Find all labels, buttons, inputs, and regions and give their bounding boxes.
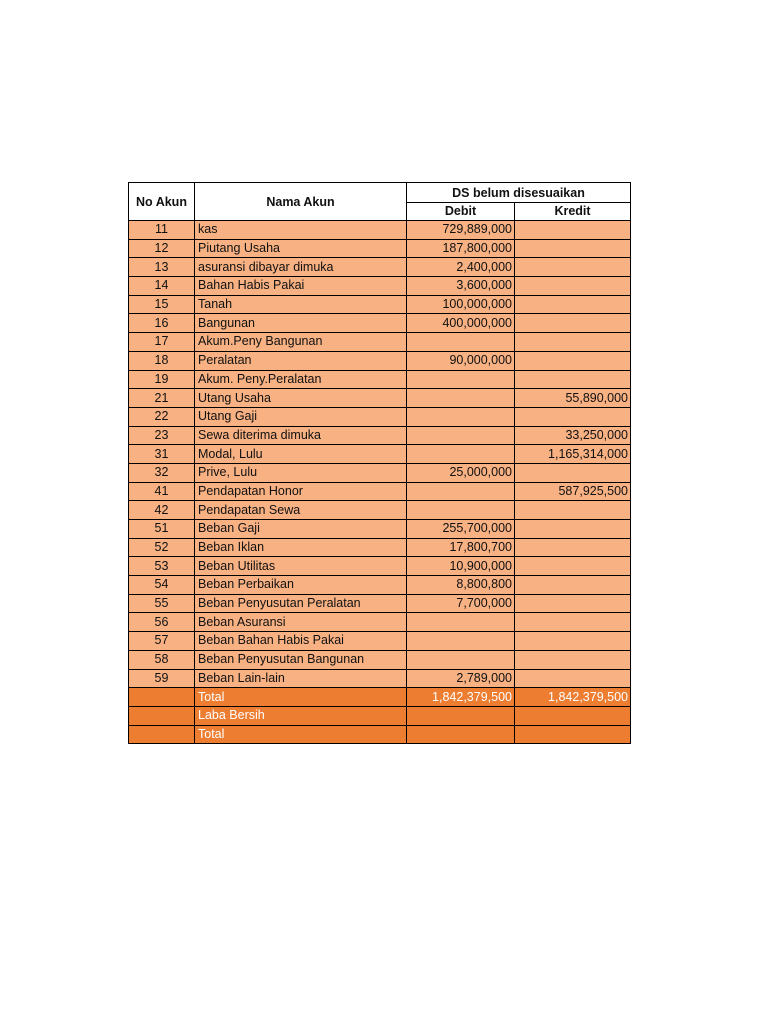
table-row bbox=[129, 501, 631, 520]
debit-cell[interactable]: 17,800,700 bbox=[407, 538, 515, 557]
debit-cell[interactable] bbox=[407, 501, 515, 520]
summary-row bbox=[129, 706, 631, 725]
account-number-cell[interactable]: 54 bbox=[129, 576, 195, 595]
table-row bbox=[129, 557, 631, 576]
column-header-debit[interactable]: Debit bbox=[407, 203, 515, 221]
debit-cell[interactable]: 255,700,000 bbox=[407, 520, 515, 539]
kredit-cell[interactable] bbox=[515, 221, 631, 240]
kredit-cell[interactable] bbox=[515, 650, 631, 669]
debit-cell[interactable] bbox=[407, 632, 515, 651]
trial-balance-table bbox=[128, 182, 631, 744]
table-row bbox=[129, 277, 631, 296]
account-name-cell[interactable]: Utang Usaha bbox=[195, 389, 407, 408]
account-number-cell[interactable] bbox=[129, 688, 195, 707]
account-number-cell[interactable]: 14 bbox=[129, 277, 195, 296]
account-number-cell[interactable]: 41 bbox=[129, 482, 195, 501]
kredit-cell[interactable] bbox=[515, 613, 631, 632]
table-row bbox=[129, 576, 631, 595]
account-name-cell[interactable]: Prive, Lulu bbox=[195, 463, 407, 482]
table-row bbox=[129, 295, 631, 314]
column-header-kredit[interactable]: Kredit bbox=[515, 203, 631, 221]
account-name-cell[interactable]: Pendapatan Sewa bbox=[195, 501, 407, 520]
kredit-cell[interactable] bbox=[515, 370, 631, 389]
kredit-cell[interactable] bbox=[515, 557, 631, 576]
account-number-cell[interactable]: 52 bbox=[129, 538, 195, 557]
kredit-cell[interactable] bbox=[515, 314, 631, 333]
debit-cell[interactable] bbox=[407, 613, 515, 632]
account-name-cell[interactable]: Beban Gaji bbox=[195, 520, 407, 539]
account-name-cell[interactable]: Akum. Peny.Peralatan bbox=[195, 370, 407, 389]
account-name-cell[interactable]: Piutang Usaha bbox=[195, 239, 407, 258]
debit-cell[interactable]: 187,800,000 bbox=[407, 239, 515, 258]
debit-cell[interactable]: 25,000,000 bbox=[407, 463, 515, 482]
account-number-cell[interactable]: 11 bbox=[129, 221, 195, 240]
table-row bbox=[129, 407, 631, 426]
account-number-cell[interactable]: 21 bbox=[129, 389, 195, 408]
kredit-cell[interactable] bbox=[515, 277, 631, 296]
account-name-cell[interactable]: Beban Asuransi bbox=[195, 613, 407, 632]
debit-cell[interactable] bbox=[407, 650, 515, 669]
account-name-cell[interactable]: Beban Perbaikan bbox=[195, 576, 407, 595]
account-name-cell[interactable]: Beban Lain-lain bbox=[195, 669, 407, 688]
table-row bbox=[129, 594, 631, 613]
kredit-cell[interactable] bbox=[515, 501, 631, 520]
debit-cell[interactable] bbox=[407, 445, 515, 464]
table-row bbox=[129, 333, 631, 352]
table-row bbox=[129, 538, 631, 557]
table-row bbox=[129, 613, 631, 632]
debit-cell[interactable]: 1,842,379,500 bbox=[407, 688, 515, 707]
debit-cell[interactable]: 7,700,000 bbox=[407, 594, 515, 613]
kredit-cell[interactable] bbox=[515, 407, 631, 426]
kredit-cell[interactable] bbox=[515, 239, 631, 258]
debit-cell[interactable] bbox=[407, 426, 515, 445]
kredit-cell[interactable]: 33,250,000 bbox=[515, 426, 631, 445]
kredit-cell[interactable] bbox=[515, 295, 631, 314]
table-header bbox=[129, 183, 631, 221]
account-number-cell[interactable]: 22 bbox=[129, 407, 195, 426]
account-number-cell[interactable]: 18 bbox=[129, 351, 195, 370]
kredit-cell[interactable] bbox=[515, 669, 631, 688]
kredit-cell[interactable] bbox=[515, 333, 631, 352]
debit-cell[interactable] bbox=[407, 333, 515, 352]
account-number-cell[interactable] bbox=[129, 725, 195, 744]
table-row bbox=[129, 258, 631, 277]
kredit-cell[interactable] bbox=[515, 706, 631, 725]
account-name-cell[interactable]: Utang Gaji bbox=[195, 407, 407, 426]
table-row bbox=[129, 632, 631, 651]
account-number-cell[interactable]: 32 bbox=[129, 463, 195, 482]
account-number-cell[interactable]: 53 bbox=[129, 557, 195, 576]
trial-balance-sheet bbox=[128, 182, 631, 744]
summary-row bbox=[129, 725, 631, 744]
account-name-cell[interactable]: Sewa diterima dimuka bbox=[195, 426, 407, 445]
account-number-cell[interactable] bbox=[129, 706, 195, 725]
kredit-cell[interactable] bbox=[515, 520, 631, 539]
kredit-cell[interactable] bbox=[515, 538, 631, 557]
table-row bbox=[129, 221, 631, 240]
table-row bbox=[129, 520, 631, 539]
account-name-cell[interactable]: Modal, Lulu bbox=[195, 445, 407, 464]
table-row bbox=[129, 426, 631, 445]
account-name-cell[interactable]: asuransi dibayar dimuka bbox=[195, 258, 407, 277]
table-row bbox=[129, 314, 631, 333]
account-number-cell[interactable]: 15 bbox=[129, 295, 195, 314]
account-name-cell[interactable]: Akum.Peny Bangunan bbox=[195, 333, 407, 352]
debit-cell[interactable]: 2,789,000 bbox=[407, 669, 515, 688]
table-row bbox=[129, 351, 631, 370]
account-name-cell[interactable]: Bahan Habis Pakai bbox=[195, 277, 407, 296]
table-row bbox=[129, 669, 631, 688]
debit-cell[interactable] bbox=[407, 482, 515, 501]
summary-row bbox=[129, 688, 631, 707]
debit-cell[interactable] bbox=[407, 706, 515, 725]
debit-cell[interactable] bbox=[407, 389, 515, 408]
debit-cell[interactable]: 100,000,000 bbox=[407, 295, 515, 314]
account-number-cell[interactable]: 56 bbox=[129, 613, 195, 632]
account-name-cell[interactable]: Laba Bersih bbox=[195, 706, 407, 725]
account-name-cell[interactable]: Total bbox=[195, 688, 407, 707]
column-group-header[interactable]: DS belum disesuaikan bbox=[407, 183, 631, 203]
account-number-cell[interactable]: 42 bbox=[129, 501, 195, 520]
table-row bbox=[129, 370, 631, 389]
debit-cell[interactable]: 3,600,000 bbox=[407, 277, 515, 296]
table-row bbox=[129, 239, 631, 258]
account-number-cell[interactable]: 55 bbox=[129, 594, 195, 613]
kredit-cell[interactable] bbox=[515, 594, 631, 613]
column-header-nama-akun[interactable]: Nama Akun bbox=[195, 183, 407, 221]
account-number-cell[interactable]: 13 bbox=[129, 258, 195, 277]
kredit-cell[interactable]: 1,165,314,000 bbox=[515, 445, 631, 464]
account-number-cell[interactable]: 51 bbox=[129, 520, 195, 539]
kredit-cell[interactable] bbox=[515, 258, 631, 277]
kredit-cell[interactable]: 1,842,379,500 bbox=[515, 688, 631, 707]
debit-cell[interactable]: 8,800,800 bbox=[407, 576, 515, 595]
account-name-cell[interactable]: Beban Utilitas bbox=[195, 557, 407, 576]
column-header-no-akun[interactable]: No Akun bbox=[129, 183, 195, 221]
kredit-cell[interactable] bbox=[515, 576, 631, 595]
kredit-cell[interactable]: 55,890,000 bbox=[515, 389, 631, 408]
account-name-cell[interactable]: Peralatan bbox=[195, 351, 407, 370]
debit-cell[interactable]: 400,000,000 bbox=[407, 314, 515, 333]
account-number-cell[interactable]: 58 bbox=[129, 650, 195, 669]
account-name-cell[interactable]: Pendapatan Honor bbox=[195, 482, 407, 501]
table-row bbox=[129, 463, 631, 482]
account-name-cell[interactable]: Beban Iklan bbox=[195, 538, 407, 557]
account-name-cell[interactable]: Bangunan bbox=[195, 314, 407, 333]
table-row bbox=[129, 389, 631, 408]
debit-cell[interactable] bbox=[407, 407, 515, 426]
kredit-cell[interactable] bbox=[515, 463, 631, 482]
kredit-cell[interactable]: 587,925,500 bbox=[515, 482, 631, 501]
account-number-cell[interactable]: 31 bbox=[129, 445, 195, 464]
kredit-cell[interactable] bbox=[515, 632, 631, 651]
table-row bbox=[129, 650, 631, 669]
account-number-cell[interactable]: 57 bbox=[129, 632, 195, 651]
account-name-cell[interactable]: kas bbox=[195, 221, 407, 240]
account-name-cell[interactable]: Beban Penyusutan Bangunan bbox=[195, 650, 407, 669]
account-number-cell[interactable]: 59 bbox=[129, 669, 195, 688]
account-number-cell[interactable]: 16 bbox=[129, 314, 195, 333]
account-name-cell[interactable]: Total bbox=[195, 725, 407, 744]
table-row bbox=[129, 445, 631, 464]
account-number-cell[interactable]: 19 bbox=[129, 370, 195, 389]
debit-cell[interactable]: 10,900,000 bbox=[407, 557, 515, 576]
account-name-cell[interactable]: Beban Penyusutan Peralatan bbox=[195, 594, 407, 613]
account-number-cell[interactable]: 12 bbox=[129, 239, 195, 258]
debit-cell[interactable]: 2,400,000 bbox=[407, 258, 515, 277]
debit-cell[interactable]: 729,889,000 bbox=[407, 221, 515, 240]
account-number-cell[interactable]: 23 bbox=[129, 426, 195, 445]
debit-cell[interactable] bbox=[407, 725, 515, 744]
kredit-cell[interactable] bbox=[515, 725, 631, 744]
account-name-cell[interactable]: Tanah bbox=[195, 295, 407, 314]
account-name-cell[interactable]: Beban Bahan Habis Pakai bbox=[195, 632, 407, 651]
table-body bbox=[129, 221, 631, 744]
kredit-cell[interactable] bbox=[515, 351, 631, 370]
account-number-cell[interactable]: 17 bbox=[129, 333, 195, 352]
debit-cell[interactable] bbox=[407, 370, 515, 389]
table-row bbox=[129, 482, 631, 501]
debit-cell[interactable]: 90,000,000 bbox=[407, 351, 515, 370]
